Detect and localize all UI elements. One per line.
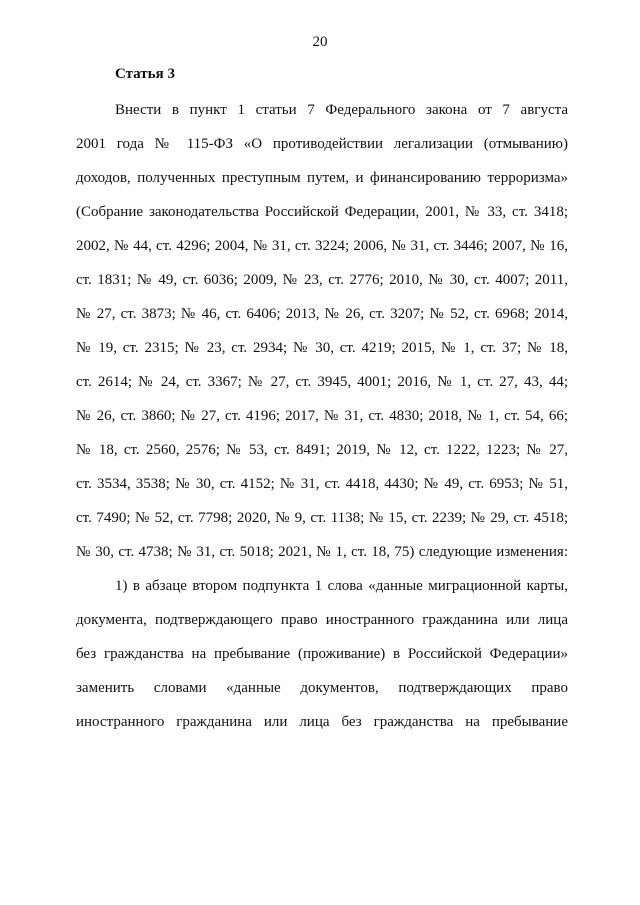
text-line: ст. 2614; № 24, ст. 3367; № 27, ст. 3945, 4001; 2016, № 1, ст. 27, 43, 44;	[76, 374, 568, 390]
text-line: 2001 года № 115-ФЗ «О противодействии легализации (отмыванию)	[76, 136, 568, 152]
text-line: Внести в пункт 1 статьи 7 Федерального закона от 7 августа	[115, 102, 568, 118]
page-number: 20	[312, 34, 328, 50]
text-line: № 26, ст. 3860; № 27, ст. 4196; 2017, № 31, ст. 4830; 2018, № 1, ст. 54, 66;	[76, 408, 568, 424]
text-line: (Собрание законодательства Российской Федерации, 2001, № 33, ст. 3418;	[76, 204, 568, 220]
text-line: 2002, № 44, ст. 4296; 2004, № 31, ст. 3224; 2006, № 31, ст. 3446; 2007, № 16,	[76, 238, 568, 254]
text-line: № 18, ст. 2560, 2576; № 53, ст. 8491; 2019, № 12, ст. 1222, 1223; № 27,	[76, 442, 568, 458]
text-line: 1) в абзаце втором подпункта 1 слова «данные миграционной карты,	[115, 578, 568, 594]
text-line: ст. 1831; № 49, ст. 6036; 2009, № 23, ст. 2776; 2010, № 30, ст. 4007; 2011,	[76, 272, 568, 288]
text-line: № 19, ст. 2315; № 23, ст. 2934; № 30, ст. 4219; 2015, № 1, ст. 37; № 18,	[76, 340, 568, 356]
text-line: № 27, ст. 3873; № 46, ст. 6406; 2013, № 26, ст. 3207; № 52, ст. 6968; 2014,	[76, 306, 568, 322]
article-heading: Статья 3	[115, 66, 175, 82]
text-line: иностранного гражданина или лица без гражданства на пребывание	[76, 714, 568, 730]
text-line: № 30, ст. 4738; № 31, ст. 5018; 2021, № 1, ст. 18, 75) следующие изменения:	[76, 544, 568, 560]
text-line: без гражданства на пребывание (проживание) в Российской Федерации»	[76, 646, 568, 662]
text-line: заменить словами «данные документов, подтверждающих право	[76, 680, 568, 696]
text-line: документа, подтверждающего право иностранного гражданина или лица	[76, 612, 568, 628]
text-line: ст. 7490; № 52, ст. 7798; 2020, № 9, ст. 1138; № 15, ст. 2239; № 29, ст. 4518;	[76, 510, 568, 526]
text-line: ст. 3534, 3538; № 30, ст. 4152; № 31, ст. 4418, 4430; № 49, ст. 6953; № 51,	[76, 476, 568, 492]
text-line: доходов, полученных преступным путем, и финансированию терроризма»	[76, 170, 568, 186]
